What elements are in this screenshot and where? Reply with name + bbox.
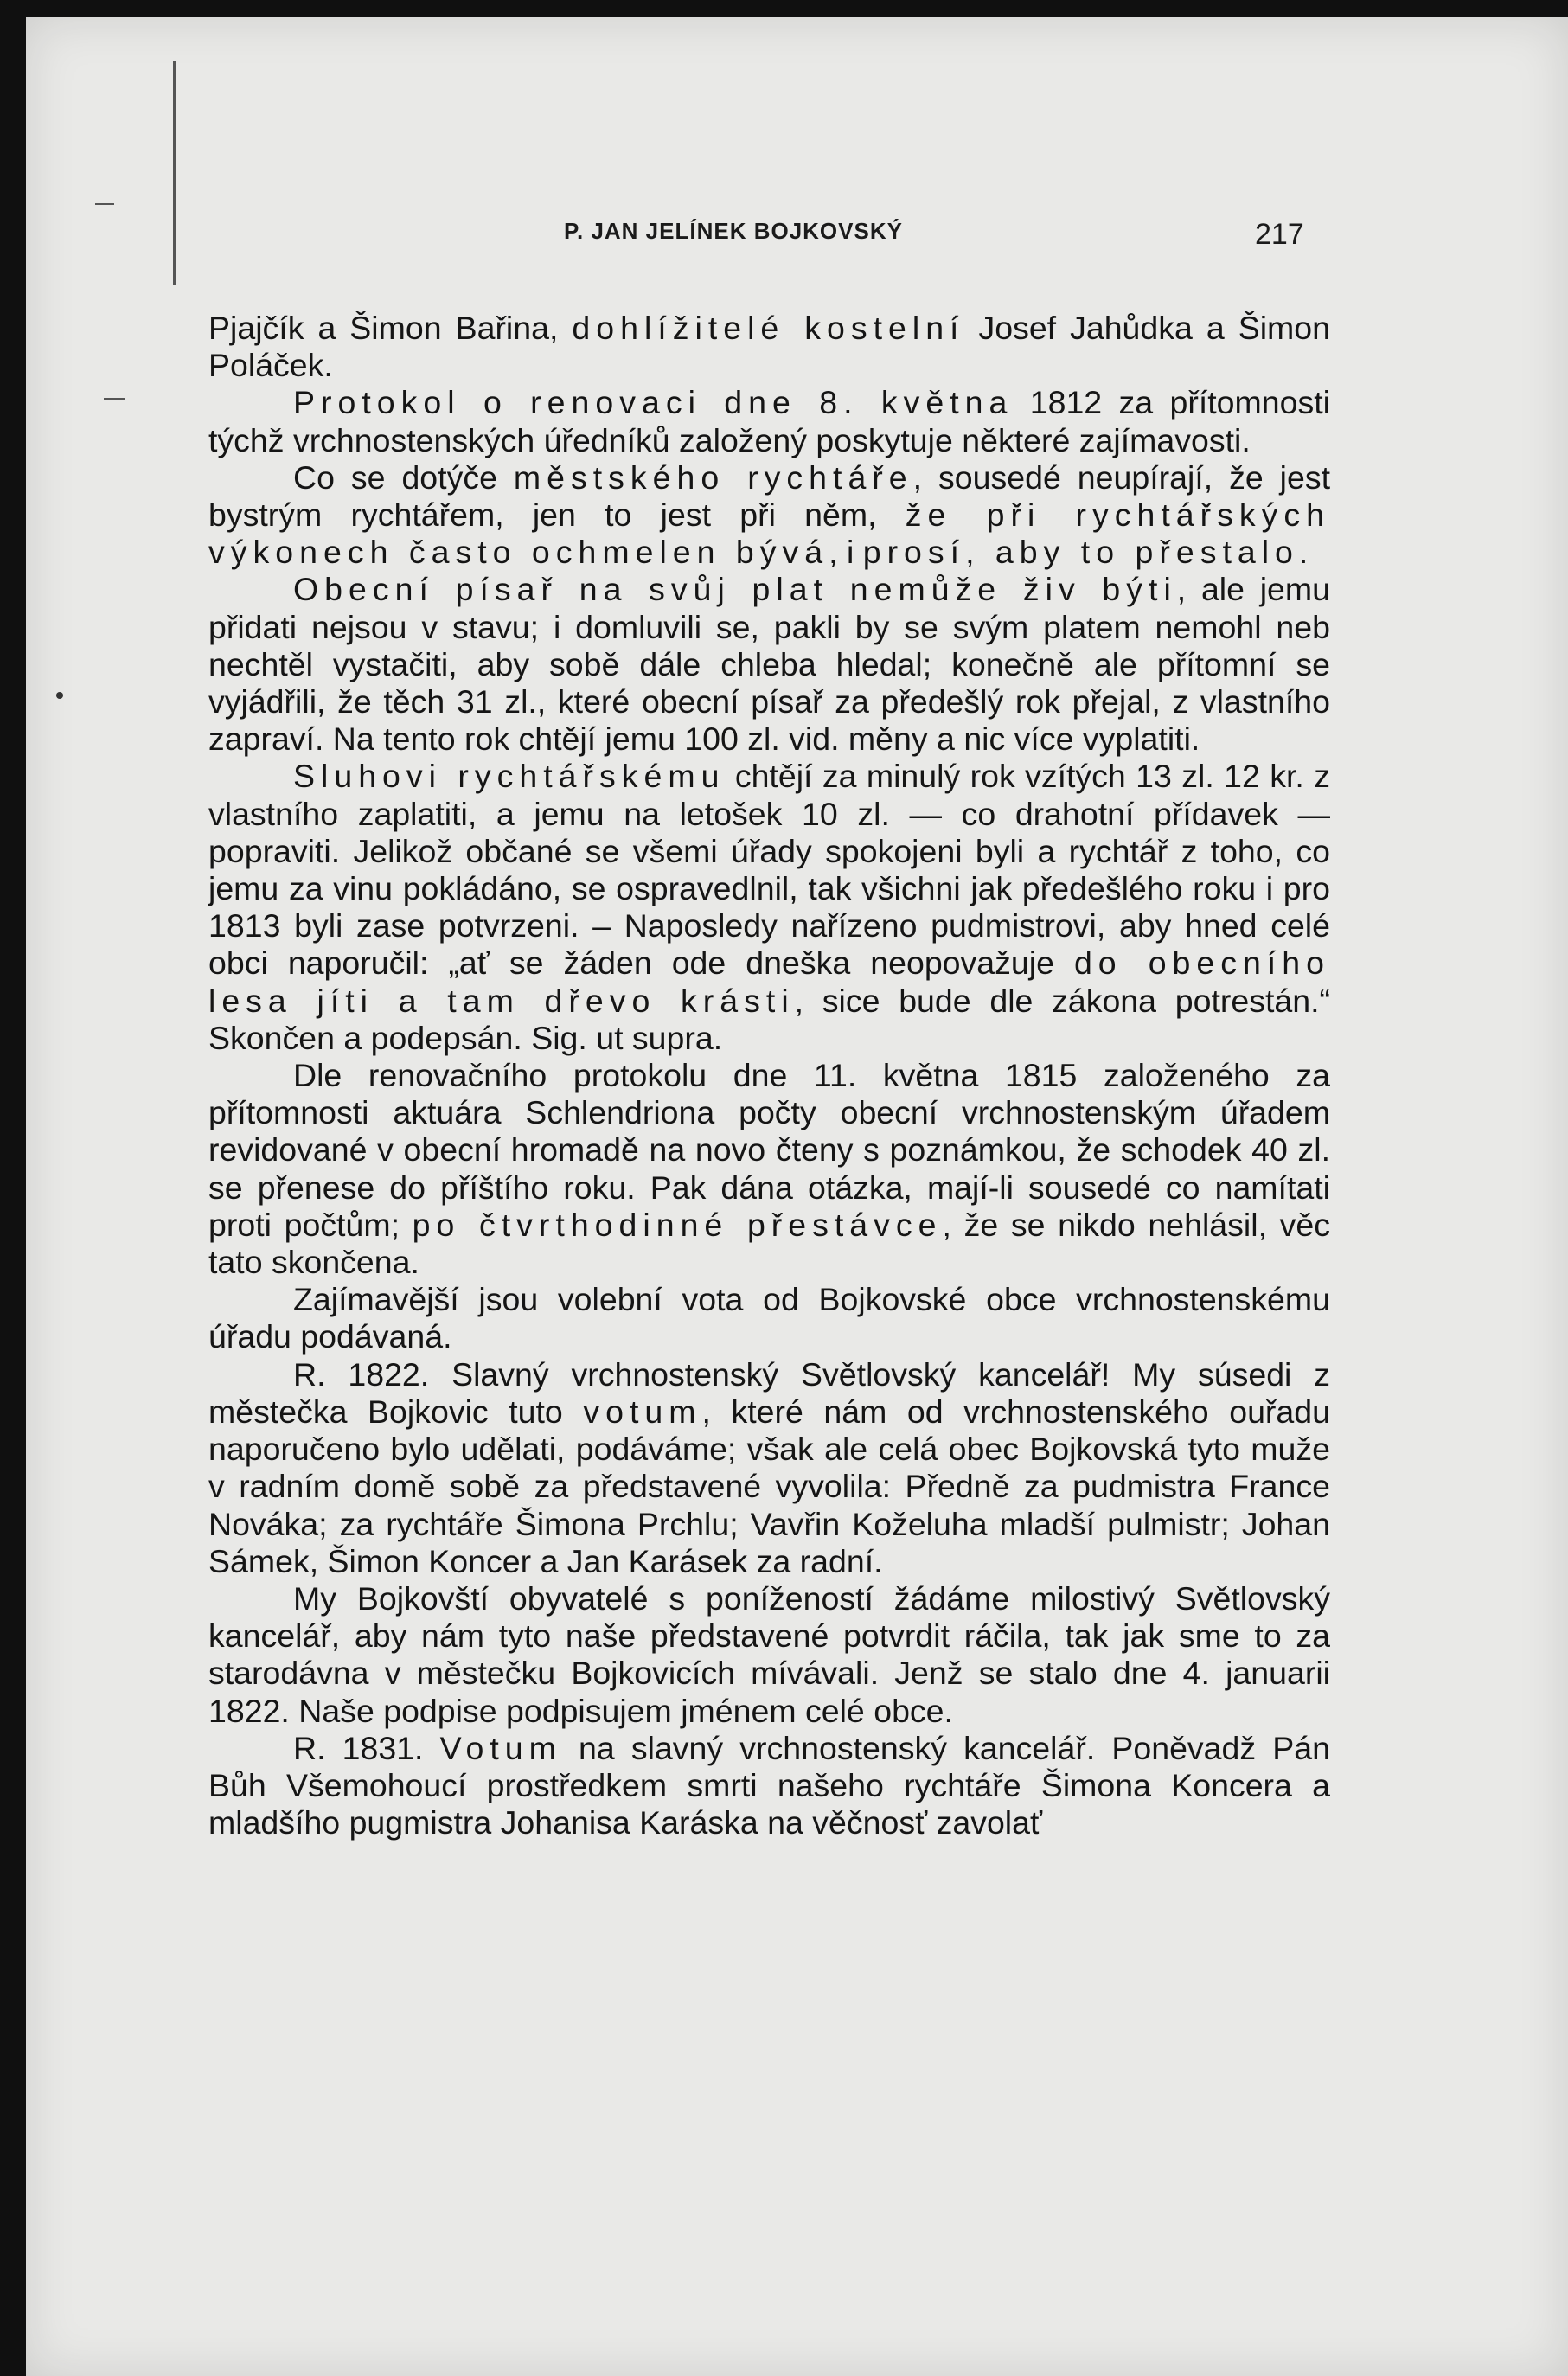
margin-tick	[104, 398, 125, 400]
margin-tick	[95, 203, 114, 205]
paragraph: Co se dotýče městského rychtáře, sousedé neupírají, že jest bystrým rychtářem, jen to jest při něm, že při rychtářských výkonech často ochmelen bývá, i prosí, aby to přestalo.	[208, 458, 1330, 571]
page-header	[26, 218, 1568, 261]
page-number: 217	[1255, 218, 1304, 251]
paragraph: Obecní písař na svůj plat nemůže živ býti, ale jemu přidati nejsou v stavu; i domluvili se, pakli by se svým platem nemohl neb nechtěl vystačiti, aby sobě dále chleba hledal; konečně ale přítomní se vyjádřili, že těch 31 zl., které obecní písař za předešlý rok přejal, z vlastního zapraví. Na tento rok chtějí jemu 100 zl. vid. měny a nic více vyplatiti.	[208, 571, 1330, 758]
paragraph: R. 1831. Votum na slavný vrchnostenský kancelář. Poněvadž Pán Bůh Všemohoucí prostředkem smrti našeho rychtáře Šimona Koncera a mladšího pugmistra Johanisa Karáska na věčnosť zavolať	[208, 1729, 1330, 1841]
margin-dot	[56, 692, 63, 699]
paragraph: R. 1822. Slavný vrchnostenský Světlovský kancelář! My súsedi z městečka Bojkovic tuto votum, které nám od vrchnostenského ouřadu naporučeno bylo udělati, podáváme; však ale celá obec Bojkovská tyto muže v radním domě sobě za představené vyvolila: Předně za pudmistra France Nováka; za rychtáře Šimona Prchlu; Vavřin Koželuha mladší pulmistr; Johan Sámek, Šimon Koncer a Jan Karásek za radní.	[208, 1355, 1330, 1579]
paragraph: My Bojkovští obyvatelé s ponížeností žádáme milostivý Světlovský kancelář, aby nám tyto naše představené potvrdit ráčila, tak jak sme to za starodávna v městečku Bojkovicích mívávali. Jenž se stalo dne 4. januarii 1822. Naše podpise podpisujem jménem celé obce.	[208, 1579, 1330, 1729]
paragraph: Pjajčík a Šimon Bařina, dohlížitelé kostelní Josef Jahůdka a Šimon Poláček.	[208, 310, 1331, 384]
body-text	[208, 310, 1330, 1841]
paragraph: Zajímavější jsou volební vota od Bojkovské obce vrchnostenskému úřadu podávaná.	[208, 1281, 1330, 1355]
paragraph: Protokol o renovaci dne 8. května 1812 za přítomnosti týchž vrchnostenských úředníků založený poskytuje některé zajímavosti.	[208, 384, 1330, 458]
paragraph: Sluhovi rychtářskému chtějí za minulý rok vzítých 13 zl. 12 kr. z vlastního zaplatiti, a jemu na letošek 10 zl. — co drahotní přídavek — popraviti. Jelikož občané se všemi úřady spokojeni byli a rychtář z toho, co jemu za vinu pokládáno, se ospravedlnil, tak všichni jak předešlého roku i pro 1813 byli zase potvrzeni. – Naposledy nařízeno pudmistrovi, aby hned celé obci naporučil: „ať se žáden ode dneška neopovažuje do obecního lesa jíti a tam dřevo krásti, sice bude dle zákona potrestán.“ Skončen a podepsán. Sig. ut supra.	[208, 758, 1330, 1056]
running-head: P. JAN JELÍNEK BOJKOVSKÝ	[564, 218, 903, 244]
paragraph: Dle renovačního protokolu dne 11. května 1815 založeného za přítomnosti aktuára Schlendriona počty obecní vrchnostenským úřadem revidované v obecní hromadě na novo čteny s poznámkou, že schodek 40 zl. se přenese do příštího roku. Pak dána otázka, mají-li sousedé co namítati proti počtům; po čtvrthodinné přestávce, že se nikdo nehlásil, věc tato skončena.	[208, 1057, 1330, 1281]
book-page	[26, 17, 1568, 2376]
